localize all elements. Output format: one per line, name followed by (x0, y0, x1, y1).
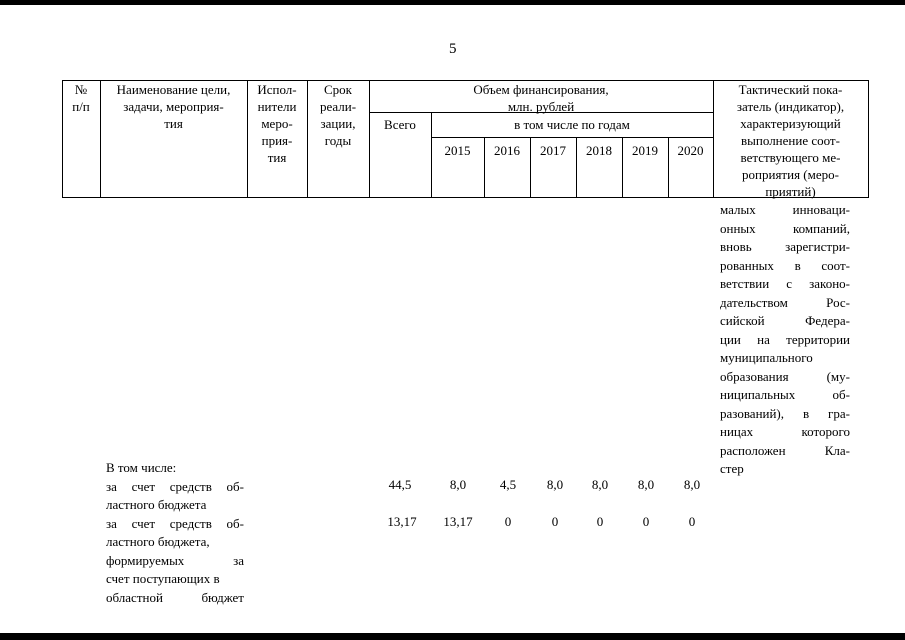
vline-12 (868, 80, 869, 198)
bottom-border (0, 633, 905, 640)
row-year-value: 0 (688, 514, 696, 529)
indicator-line: разований), в гра- (720, 405, 850, 421)
row-year-value: 8,0 (546, 477, 564, 492)
indicator-line: ницах которого (720, 424, 850, 439)
row-year-value: 0 (551, 514, 559, 529)
top-border (0, 0, 905, 5)
indicator-line: вновь зарегистри- (720, 239, 850, 254)
indicator-line: ветствии с законо- (720, 276, 850, 291)
indicator-line: сийской Федера- (720, 313, 850, 328)
header-by-years: в том числе по годам (514, 117, 630, 132)
including-label: В том числе: (106, 460, 177, 475)
row-year-value: 0 (504, 514, 512, 529)
row-label-line: областной бюджет (106, 589, 244, 605)
funding-sources (106, 459, 244, 607)
indicator-line: дательством Рос- (720, 294, 850, 310)
row-year-value: 0 (596, 514, 604, 529)
header-term: Срок реали- зации, годы (319, 82, 357, 148)
indicator-line: образования (му- (720, 368, 850, 384)
indicator-continuation (720, 201, 850, 479)
row-label-line: счет поступающих в (106, 571, 220, 586)
row-year-value: 0 (642, 514, 650, 529)
row-label-line: ластного бюджета (106, 497, 207, 512)
row-total: 13,17 (387, 514, 417, 529)
row-year-value: 8,0 (683, 477, 701, 492)
row-year-value: 8,0 (591, 477, 609, 492)
row-label-line: формируемых за (106, 552, 244, 568)
indicator-line: ниципальных об- (720, 387, 850, 402)
row-year-value: 8,0 (449, 477, 467, 492)
row-label-line: ластного бюджета, (106, 534, 210, 549)
row-year-value: 13,17 (443, 514, 473, 529)
indicator-line: расположен Кла- (720, 442, 850, 458)
indicator-line: малых инноваци- (720, 202, 850, 217)
row-year-value: 4,5 (499, 477, 517, 492)
row-label-line: за счет средств об- (106, 515, 244, 531)
header-year: 2018 (586, 143, 612, 158)
header-indicator: Тактический пока- затель (индикатор), характеризующий выполнение соот- ветствующего ме- роприятия (меро- приятий) (736, 82, 845, 199)
indicator-line: муниципального (720, 350, 813, 365)
header-year: 2019 (632, 143, 658, 158)
indicator-line: онных компаний, (720, 220, 850, 236)
header-executors: Испол- нители меро- прия- тия (257, 82, 297, 165)
header-funding: Объем финансирования, млн. рублей (473, 82, 609, 114)
header-num: № п/п (72, 82, 90, 114)
indicator-line: рованных в соот- (720, 257, 850, 273)
header-total: Всего (384, 117, 416, 132)
header-line-years (431, 137, 713, 138)
header-year: 2020 (677, 143, 704, 158)
row-label-line: за счет средств об- (106, 478, 244, 494)
header-year: 2015 (444, 143, 471, 158)
indicator-line: ции на территории (720, 331, 850, 347)
header-year: 2017 (540, 143, 566, 158)
header-year: 2016 (494, 143, 520, 158)
row-year-value: 8,0 (637, 477, 655, 492)
header-name: Наименование цели, задачи, мероприя- тия (116, 82, 231, 131)
row-total: 44,5 (388, 477, 412, 492)
indicator-line: стер (720, 461, 744, 476)
page-number: 5 (449, 41, 457, 57)
